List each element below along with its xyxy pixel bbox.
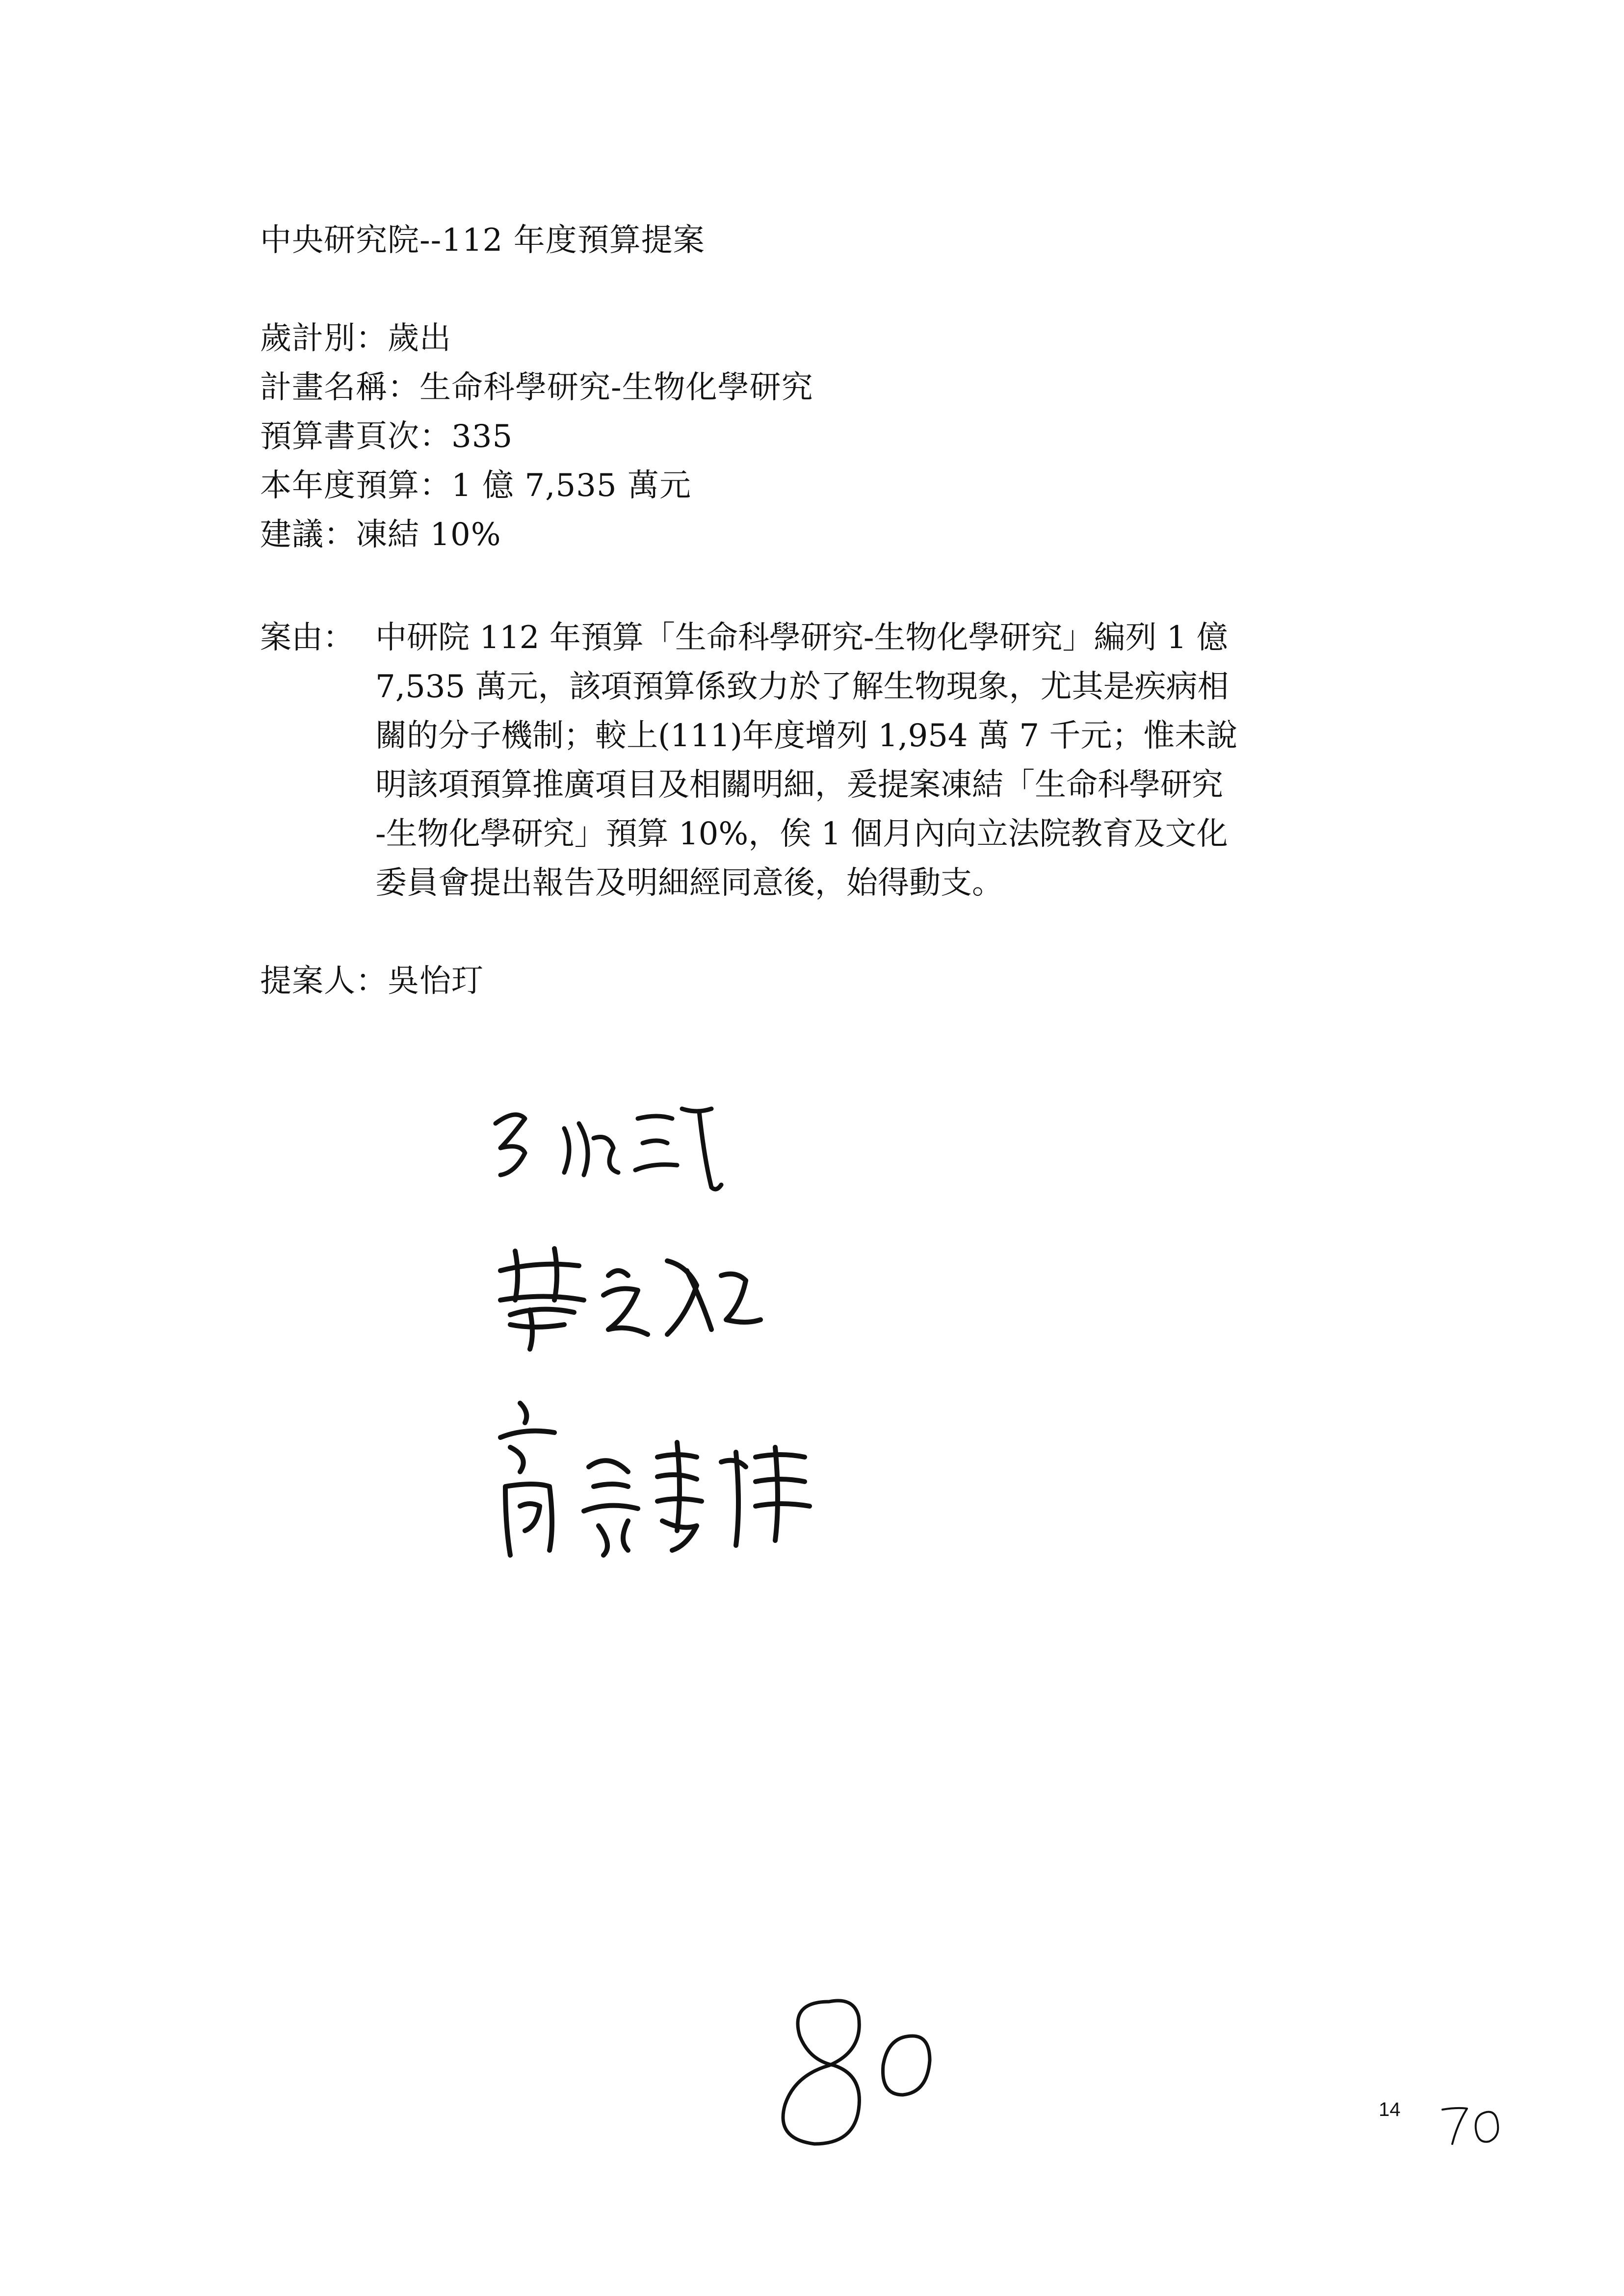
page-number: 14	[1379, 2099, 1401, 2120]
field-label: 預算書頁次	[260, 418, 419, 455]
field-recommendation	[260, 510, 501, 559]
signature-2	[481, 1231, 775, 1359]
proposer-label: 提案人：	[260, 963, 388, 999]
field-label: 建議	[260, 517, 324, 553]
handwritten-number-80	[756, 1982, 962, 2159]
reason-line: 中研院 112 年預算「生命科學研究-生物化學研究」編列 1 億	[375, 620, 1228, 656]
field-value: 335	[451, 418, 513, 455]
signature-block	[461, 1070, 854, 1609]
field-value: 凍結 10%	[356, 517, 501, 553]
reason-line: -生物化學研究」預算 10%，俟 1 個月內向立法院教育及文化	[375, 816, 1228, 852]
reason-body	[260, 613, 1413, 908]
proposer-name: 吳怡玎	[388, 963, 483, 999]
reason-line: 7,535 萬元，該項預算係致力於了解生物現象，尤其是疾病相	[375, 669, 1229, 705]
field-separator: ：	[419, 418, 451, 455]
signature-1	[481, 1089, 756, 1207]
reason-label: 案由：	[260, 620, 354, 656]
field-label: 歲計別	[260, 320, 356, 357]
reason-line: 關的分子機制；較上(111)年度增列 1,954 萬 7 千元；惟未說	[375, 718, 1238, 754]
field-value: 歲出	[388, 320, 451, 357]
field-separator: ：	[419, 468, 451, 504]
field-label: 本年度預算	[260, 468, 419, 504]
field-separator: ：	[356, 320, 388, 357]
reason-line: 委員會提出報告及明細經同意後，始得動支。	[375, 865, 1003, 901]
field-plan-name	[260, 363, 813, 412]
proposer-line	[260, 957, 483, 1006]
reason-line: 明該項預算推廣項目及相關明細，爰提案凍結「生命科學研究	[375, 767, 1223, 803]
field-label: 計畫名稱	[260, 369, 388, 406]
field-annual-budget	[260, 461, 691, 510]
signature-3	[481, 1383, 834, 1570]
document-title: 中央研究院--112 年度預算提案	[260, 222, 705, 259]
field-value: 生命科學研究-生物化學研究	[419, 369, 813, 406]
field-separator: ：	[388, 369, 419, 406]
field-fiscal-category	[260, 314, 451, 363]
field-budget-page	[260, 412, 513, 461]
handwritten-number-70	[1438, 2100, 1506, 2149]
field-value: 1 億 7,535 萬元	[451, 468, 691, 504]
field-separator: ：	[324, 517, 356, 553]
